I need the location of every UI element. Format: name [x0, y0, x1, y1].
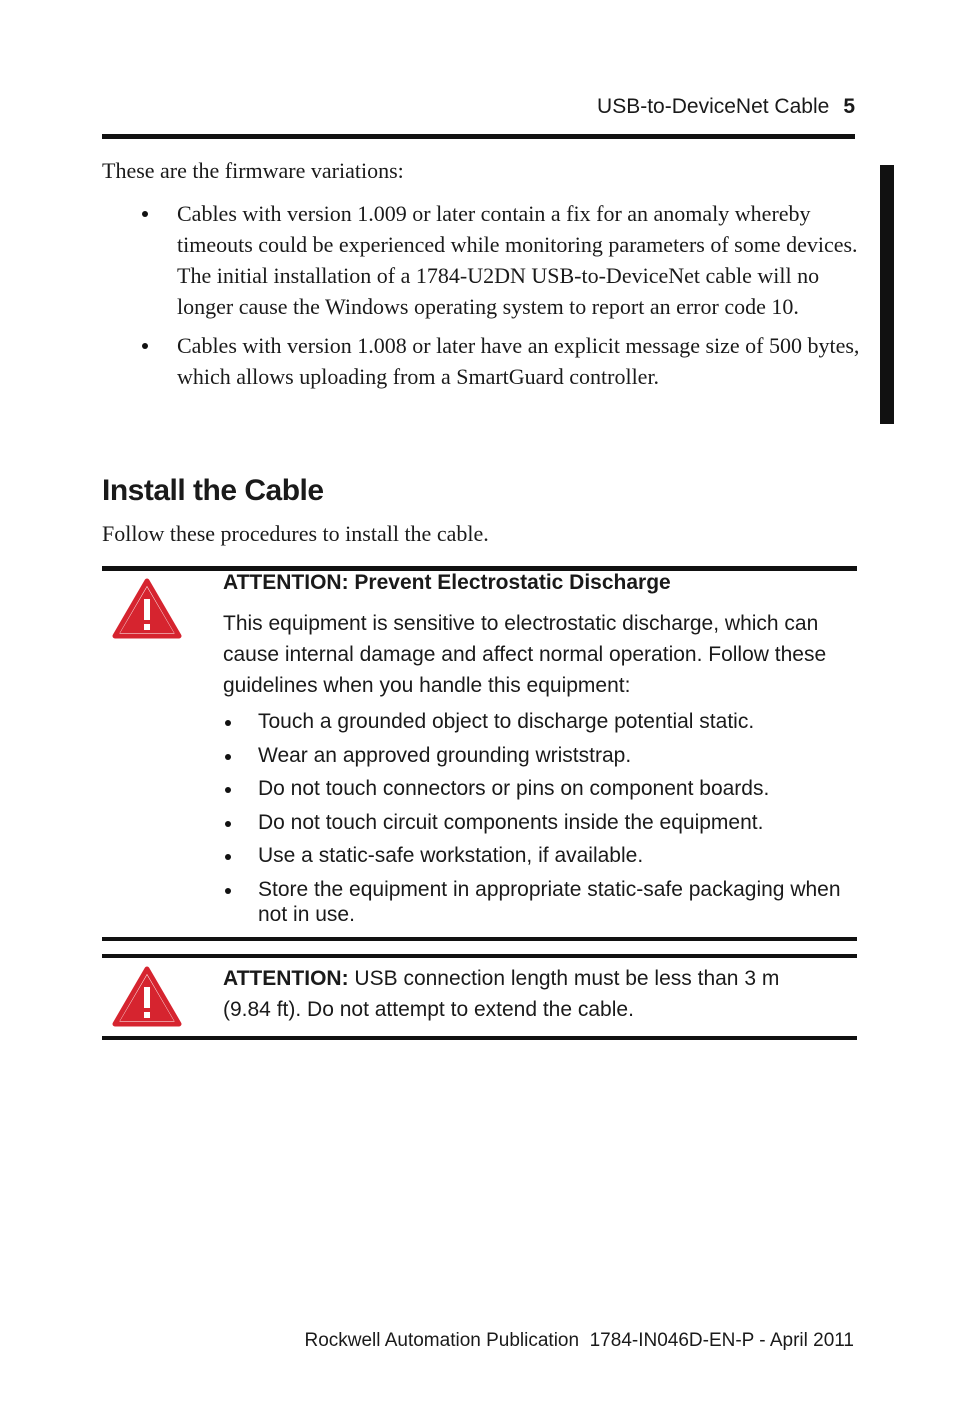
- attention-top-rule: [102, 954, 857, 958]
- running-title: USB-to-DeviceNet Cable: [597, 95, 830, 118]
- list-item-text: Store the equipment in appropriate static-safe packaging when not in use.: [258, 877, 841, 926]
- bullet-icon: [225, 754, 231, 760]
- list-item: [223, 843, 843, 868]
- list-item: [102, 330, 862, 392]
- attention-esd-title: ATTENTION: Prevent Electrostatic Discharge: [223, 571, 671, 594]
- bullet-icon: [225, 821, 231, 827]
- attention-bottom-rule: [102, 937, 857, 941]
- bullet-icon: [225, 888, 231, 894]
- attention-bottom-rule: [102, 1036, 857, 1040]
- bullet-icon: [225, 720, 231, 726]
- list-item-text: Cables with version 1.008 or later have an explicit message size of 500 bytes, which allows uploading from a SmartGuard controller.: [177, 333, 860, 389]
- attention-esd-body: This equipment is sensitive to electrostatic discharge, which can cause internal damage and affect normal operation. Follow these guidelines when you handle this equipment:: [223, 612, 827, 697]
- publication-footer: Rockwell Automation Publication 1784-IN046D-EN-P - April 2011: [304, 1330, 854, 1351]
- intro-paragraph: These are the firmware variations:: [102, 158, 404, 183]
- bullet-icon: [142, 343, 148, 349]
- chapter-thumb-tab: [880, 165, 894, 424]
- list-item-text: Touch a grounded object to discharge potential static.: [258, 710, 755, 733]
- warning-triangle-icon: [112, 577, 182, 639]
- list-item: [223, 810, 843, 835]
- list-item: [223, 776, 843, 801]
- list-item-text: Do not touch circuit components inside the equipment.: [258, 810, 764, 834]
- attention-usb-body: [223, 963, 783, 1025]
- list-item: [223, 709, 843, 734]
- header-rule: [102, 134, 855, 139]
- running-header: [102, 95, 855, 119]
- list-item: [223, 743, 843, 768]
- list-item-text: Use a static-safe workstation, if available.: [258, 844, 644, 867]
- list-item-text: Wear an approved grounding wriststrap.: [258, 743, 632, 767]
- list-item-text: Cables with version 1.009 or later contain a fix for an anomaly whereby timeouts could be experienced while monitoring parameters of some devices. The initial installation of a 1784-U2DN USB-to-DeviceNet cable will no longer cause the Windows operating system to report an error code 10.: [177, 201, 858, 319]
- bullet-icon: [225, 854, 231, 860]
- list-item: [102, 198, 862, 322]
- list-item: [223, 877, 843, 927]
- firmware-variations-list: [102, 198, 862, 400]
- warning-triangle-icon: [112, 965, 182, 1027]
- esd-guidelines-list: [223, 709, 843, 935]
- list-item-text: Do not touch connectors or pins on component boards.: [258, 777, 770, 800]
- section-intro: Follow these procedures to install the cable.: [102, 521, 489, 546]
- attention-label: ATTENTION:: [223, 967, 349, 990]
- bullet-icon: [142, 211, 148, 217]
- attention-usb-text: USB connection length must be less than 3 m (9.84 ft). Do not attempt to extend the cable.: [223, 967, 780, 1021]
- page-number: 5: [843, 95, 855, 118]
- bullet-icon: [225, 787, 231, 793]
- section-heading: Install the Cable: [102, 474, 324, 507]
